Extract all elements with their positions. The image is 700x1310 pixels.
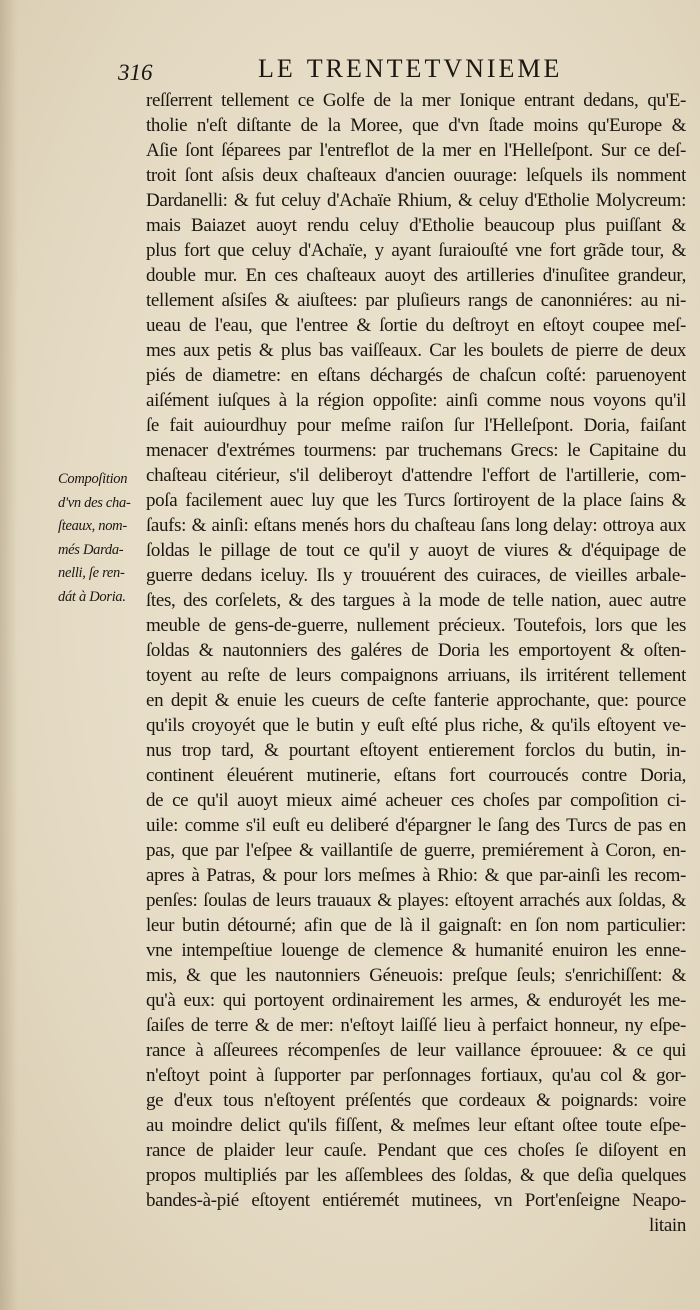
text-line: mes aux petis & plus bas vaiſſeaux. Car les boulets de pierre de deux: [146, 340, 686, 361]
text-line: chaſteau citérieur, s'il deliberoyt d'attendre l'effort de l'artillerie, com-: [146, 465, 686, 486]
page-number: 316: [118, 60, 153, 85]
text-line: continent éleuérent mutinerie, eſtans fort courroucés contre Doria,: [146, 765, 686, 786]
margin-note-line: més Darda-: [58, 541, 124, 558]
text-line: ſoldas & nautonniers des galéres de Doria les emportoyent & oſten-: [146, 640, 686, 661]
text-line: meuble de gens-de-guerre, nullement précieux. Toutefois, lors que les: [146, 615, 686, 636]
margin-note-line: dát à Doria.: [58, 588, 126, 605]
text-line: en depit & enuie les cueurs de ceſte fanterie approchante, que: pource: [146, 690, 686, 711]
text-line: menacer d'extrémes tourmens: par truchemans Grecs: le Capitaine du: [146, 440, 686, 461]
margin-note-line: nelli, ſe ren-: [58, 565, 125, 581]
text-line: penſes: ſoulas de leurs trauaux & playes: eſtoyent arrachés aux ſoldas, &: [146, 890, 686, 911]
text-line: mis, & que les nautonniers Géneuois: preſque ſeuls; s'enrichiſſent: &: [146, 965, 686, 986]
text-line: rance à aſſeurees récompenſes de leur vaillance éprouuee: & ce qui: [146, 1040, 686, 1061]
text-line: qu'à eux: qui portoyent ordinairement les armes, & enduroyét les me-: [146, 990, 686, 1011]
text-line: uile: comme s'il euſt eu deliberé d'épargner le ſang des Turcs de pas en: [146, 815, 686, 836]
margin-note: [58, 468, 142, 609]
text-line: reſſerrent tellement ce Golfe de la mer Ionique entrant dedans, qu'E-: [146, 90, 686, 111]
text-line: poſa facilement auec luy que les Turcs ſortiroyent de la place ſains &: [146, 490, 686, 511]
text-line: ſaiſes de terre & de mer: n'eſtoyt laiſſé lieu à perfaict honneur, ny eſpe-: [146, 1015, 686, 1036]
text-line: plus fort que celuy d'Achaïe, y ayant ſuraiouſté vne fort grãde tour, &: [146, 240, 686, 261]
text-line: ueau de l'eau, que l'entree & ſortie du deſtroyt en eſtoyt coupee meſ-: [146, 315, 686, 336]
text-line: qu'ils croyoyét que le butin y euſt eſté plus riche, & qu'ils eſtoyent ve-: [146, 715, 686, 736]
text-line: toyent au reſte de leurs compaignons arriuans, ils irritérent tellement: [146, 665, 686, 686]
text-line: au moindre delict qu'ils fiſſent, & meſmes leur eſtant oſtee toute eſpe-: [146, 1115, 686, 1136]
text-line: rance de plaider leur cauſe. Pendant que ces choſes ſe diſoyent en: [146, 1140, 686, 1161]
text-line: aiſément iuſques à la région oppoſite: ainſi comme nous voyons qu'il: [146, 390, 686, 411]
text-line: litain: [649, 1215, 686, 1236]
text-line: mais Baiazet auoyt rendu celuy d'Etholie beaucoup plus puiſſant &: [146, 215, 686, 236]
text-line: ge d'eux tous n'eſtoyent préſentés que cordeaux & poignards: voire: [146, 1090, 686, 1111]
running-title: LE TRENTETVNIEME: [258, 54, 563, 83]
text-line: ſoldas le pillage de tout ce qu'il y auoyt de viures & d'équipage de: [146, 540, 686, 561]
text-line: de ce qu'il auoyt mieux aimé acheuer ces choſes par compoſition ci-: [146, 790, 686, 811]
text-line: n'eſtoyt point à ſupporter par perſonnages fortiaux, qu'au col & gor-: [146, 1065, 686, 1086]
text-line: vne intempeſtiue louenge de clemence & humanité enuiron les enne-: [146, 940, 686, 961]
text-line: Aſie ſont ſéparees par l'entreflot de la mer en l'Helleſpont. Sur ce deſ-: [146, 140, 686, 161]
text-line: nus trop tard, & pourtant eſtoyent entierement forclos du butin, in-: [146, 740, 686, 761]
text-line: ſtes, des corſelets, & des targues à la mode de telle nation, auec autre: [146, 590, 686, 611]
margin-note-line: ſteaux, nom-: [58, 518, 127, 534]
text-line: propos multipliés par les aſſemblees des ſoldas, & que deſia quelques: [146, 1165, 686, 1186]
text-line: double mur. En ces chaſteaux auoyt des artilleries d'inuſitee grandeur,: [146, 265, 686, 286]
text-line: guerre dedans iceluy. Ils y trouuérent des cuiraces, de vieilles arbale-: [146, 565, 686, 586]
text-line: tholie n'eſt diſtante de la Moree, que d'vn ſtade moins qu'Europe &: [146, 115, 686, 136]
margin-note-line: d'vn des cha-: [58, 494, 131, 511]
text-line: Dardanelli: & fut celuy d'Achaïe Rhium, & celuy d'Etholie Molycreum:: [146, 190, 686, 211]
text-line: apres à Patras, & pour lors meſmes à Rhio: & que par-ainſi les recom-: [146, 865, 686, 886]
text-line: pas, que par l'eſpee & vaillantiſe de guerre, premiérement à Coron, en-: [146, 840, 686, 861]
text-line: ſe fait auiourdhuy pour meſme raiſon ſur l'Helleſpont. Doria, faiſant: [146, 415, 686, 436]
text-line: troit ſont aſsis deux chaſteaux d'ancien ouurage: leſquels ils nomment: [146, 165, 686, 186]
text-line: bandes-à-pié eſtoyent entiéremét mutinees, vn Port'enſeigne Neapo-: [146, 1190, 686, 1211]
page-gutter-shadow: [0, 0, 18, 1310]
text-line: tellement aſsiſes & aiuſtees: par pluſieurs rangs de canonniéres: au ni-: [146, 290, 686, 311]
margin-note-line: Compoſition: [58, 471, 128, 487]
text-line: piés de diametre: en eſtans déchargés de chaſcun coſté: paruenoyent: [146, 365, 686, 386]
text-line: leur butin détourné; afin que de là il gaignaſt: en ſon nom particulier:: [146, 915, 686, 936]
text-line: ſaufs: & ainſi: eſtans menés hors du chaſteau ſans long delay: ottroya aux: [146, 515, 686, 536]
main-text-block: [146, 88, 686, 1238]
